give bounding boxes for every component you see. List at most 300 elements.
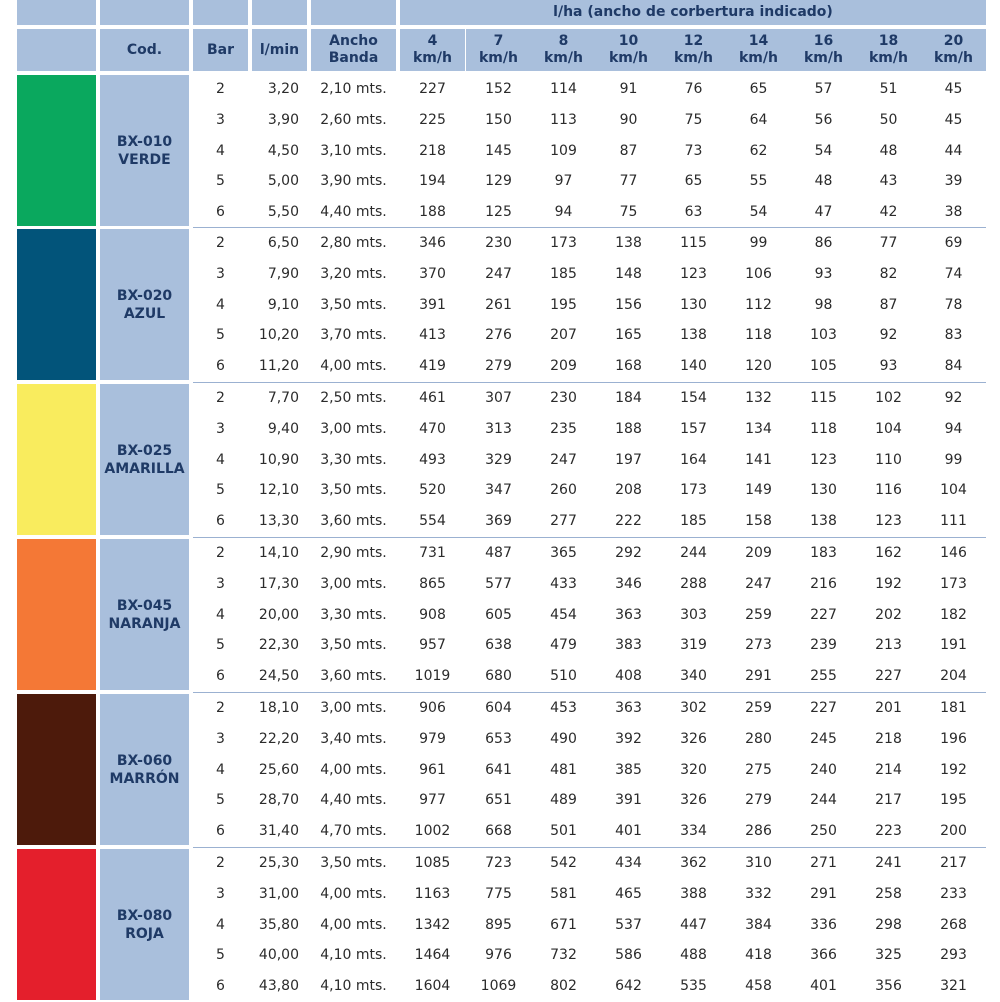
lha-value: 227 <box>810 607 837 623</box>
lha-value: 195 <box>550 297 577 313</box>
lha-value: 336 <box>810 917 837 933</box>
lha-value: 465 <box>615 886 642 902</box>
table-row <box>0 940 1000 971</box>
ancho-value: 3,50 mts. <box>320 637 387 653</box>
lha-value: 94 <box>944 421 963 437</box>
lha-value: 92 <box>879 327 898 343</box>
lha-value: 1342 <box>414 917 451 933</box>
lha-value: 217 <box>940 855 967 871</box>
lha-value: 481 <box>550 762 577 778</box>
bar-value: 5 <box>216 947 225 963</box>
lha-value: 184 <box>615 390 642 406</box>
lha-value: 325 <box>875 947 902 963</box>
lha-value: 130 <box>680 297 707 313</box>
lha-value: 116 <box>875 482 902 498</box>
lha-value: 168 <box>615 358 642 374</box>
header-swatch <box>17 29 96 71</box>
ancho-value: 2,60 mts. <box>320 112 387 128</box>
lha-value: 48 <box>814 173 833 189</box>
lha-value: 62 <box>749 143 768 159</box>
lmin-value: 10,90 <box>258 452 299 468</box>
lha-value: 102 <box>875 390 902 406</box>
lha-value: 173 <box>550 235 577 251</box>
table-row <box>0 166 1000 197</box>
lha-value: 38 <box>944 204 963 220</box>
nozzle-color-name: MARRÓN <box>109 770 180 787</box>
lmin-value: 3,90 <box>267 112 299 128</box>
lha-value: 1019 <box>414 668 451 684</box>
lha-value: 240 <box>810 762 837 778</box>
lha-value: 118 <box>810 421 837 437</box>
nozzle-code-id: BX-045 <box>116 597 173 614</box>
lha-value: 277 <box>550 513 577 529</box>
header-speed-label: 12 km/h <box>674 33 713 66</box>
lha-value: 44 <box>944 143 963 159</box>
lha-value: 346 <box>615 576 642 592</box>
ancho-value: 3,00 mts. <box>320 700 387 716</box>
ancho-value: 3,30 mts. <box>320 452 387 468</box>
ancho-value: 4,70 mts. <box>320 823 387 839</box>
header-speed-label: 14 km/h <box>739 33 778 66</box>
bar-value: 5 <box>216 482 225 498</box>
lha-value: 54 <box>749 204 768 220</box>
table-row <box>0 475 1000 506</box>
lha-value: 537 <box>615 917 642 933</box>
lha-value: 185 <box>680 513 707 529</box>
lha-value: 76 <box>684 81 703 97</box>
lha-value: 173 <box>680 482 707 498</box>
lha-value: 408 <box>615 668 642 684</box>
lha-value: 227 <box>419 81 446 97</box>
lha-value: 957 <box>419 637 446 653</box>
lmin-value: 3,20 <box>267 81 299 97</box>
ancho-value: 3,50 mts. <box>320 855 387 871</box>
lmin-value: 40,00 <box>258 947 299 963</box>
lha-value: 1002 <box>414 823 451 839</box>
lha-value: 365 <box>550 545 577 561</box>
lha-value: 802 <box>550 978 577 994</box>
lha-value: 56 <box>814 112 833 128</box>
lha-value: 510 <box>550 668 577 684</box>
lha-value: 113 <box>550 112 577 128</box>
lha-value: 47 <box>814 204 833 220</box>
nozzle-code-id: BX-010 <box>116 133 173 150</box>
ancho-value: 3,60 mts. <box>320 668 387 684</box>
lha-value: 244 <box>810 792 837 808</box>
lha-value: 388 <box>680 886 707 902</box>
ancho-value: 3,20 mts. <box>320 266 387 282</box>
lha-value: 93 <box>814 266 833 282</box>
lha-value: 258 <box>875 886 902 902</box>
lha-value: 188 <box>419 204 446 220</box>
lha-value: 293 <box>940 947 967 963</box>
table-row <box>0 414 1000 445</box>
lha-value: 209 <box>745 545 772 561</box>
lmin-value: 6,50 <box>267 235 299 251</box>
lha-value: 279 <box>745 792 772 808</box>
table-row <box>0 755 1000 786</box>
bar-value: 6 <box>216 204 225 220</box>
lha-value: 64 <box>749 112 768 128</box>
header-blank-swatch-top <box>17 0 96 25</box>
lha-value: 259 <box>745 700 772 716</box>
lha-value: 401 <box>615 823 642 839</box>
bar-value: 6 <box>216 513 225 529</box>
lha-value: 63 <box>684 204 703 220</box>
table-row <box>0 351 1000 382</box>
lha-value: 104 <box>875 421 902 437</box>
lha-value: 332 <box>745 886 772 902</box>
lha-value: 384 <box>745 917 772 933</box>
lha-value: 489 <box>550 792 577 808</box>
ancho-value: 2,90 mts. <box>320 545 387 561</box>
lha-value: 150 <box>485 112 512 128</box>
lha-value: 77 <box>619 173 638 189</box>
table-row <box>0 816 1000 847</box>
lha-value: 164 <box>680 452 707 468</box>
table-row <box>0 630 1000 661</box>
header-blank-lmin-top <box>252 0 307 25</box>
table-row <box>0 320 1000 351</box>
lha-value: 302 <box>680 700 707 716</box>
lha-value: 115 <box>680 235 707 251</box>
table-row <box>0 197 1000 228</box>
lha-value: 247 <box>485 266 512 282</box>
lha-value: 433 <box>550 576 577 592</box>
ancho-value: 3,10 mts. <box>320 143 387 159</box>
lha-value: 490 <box>550 731 577 747</box>
lha-value: 488 <box>680 947 707 963</box>
lmin-value: 22,20 <box>258 731 299 747</box>
lmin-value: 22,30 <box>258 637 299 653</box>
lha-value: 260 <box>550 482 577 498</box>
lha-value: 310 <box>745 855 772 871</box>
lha-value: 132 <box>745 390 772 406</box>
table-row <box>0 661 1000 692</box>
ancho-value: 3,60 mts. <box>320 513 387 529</box>
bar-value: 2 <box>216 81 225 97</box>
lha-value: 908 <box>419 607 446 623</box>
lha-value: 114 <box>550 81 577 97</box>
lmin-value: 9,40 <box>267 421 299 437</box>
lha-value: 208 <box>615 482 642 498</box>
lha-value: 362 <box>680 855 707 871</box>
lha-value: 191 <box>940 637 967 653</box>
ancho-value: 2,80 mts. <box>320 235 387 251</box>
lha-value: 458 <box>745 978 772 994</box>
lha-value: 347 <box>485 482 512 498</box>
lha-value: 194 <box>419 173 446 189</box>
lha-value: 651 <box>485 792 512 808</box>
lha-value: 42 <box>879 204 898 220</box>
header-blank-bar-top <box>193 0 248 25</box>
lha-value: 461 <box>419 390 446 406</box>
lha-value: 138 <box>810 513 837 529</box>
lha-value: 110 <box>875 452 902 468</box>
lha-value: 418 <box>745 947 772 963</box>
header-lmin-label: l/min <box>259 41 300 58</box>
lmin-value: 17,30 <box>258 576 299 592</box>
lha-value: 447 <box>680 917 707 933</box>
lha-value: 239 <box>810 637 837 653</box>
lha-value: 39 <box>944 173 963 189</box>
lha-value: 479 <box>550 637 577 653</box>
lha-value: 413 <box>419 327 446 343</box>
lha-value: 642 <box>615 978 642 994</box>
lha-value: 146 <box>940 545 967 561</box>
lha-value: 732 <box>550 947 577 963</box>
lha-value: 78 <box>944 297 963 313</box>
ancho-value: 3,00 mts. <box>320 421 387 437</box>
lha-value: 259 <box>745 607 772 623</box>
bar-value: 4 <box>216 917 225 933</box>
lha-value: 98 <box>814 297 833 313</box>
lha-value: 185 <box>550 266 577 282</box>
lha-value: 1464 <box>414 947 451 963</box>
lha-value: 1163 <box>414 886 451 902</box>
lha-value: 214 <box>875 762 902 778</box>
lha-value: 501 <box>550 823 577 839</box>
lha-value: 453 <box>550 700 577 716</box>
lha-value: 204 <box>940 668 967 684</box>
lha-value: 227 <box>875 668 902 684</box>
lha-value: 261 <box>485 297 512 313</box>
lha-value: 363 <box>615 607 642 623</box>
lha-value: 207 <box>550 327 577 343</box>
lha-value: 291 <box>810 886 837 902</box>
lha-value: 535 <box>680 978 707 994</box>
lha-value: 307 <box>485 390 512 406</box>
lha-value: 391 <box>615 792 642 808</box>
lha-value: 152 <box>485 81 512 97</box>
bar-value: 2 <box>216 700 225 716</box>
lha-value: 149 <box>745 482 772 498</box>
bar-value: 3 <box>216 731 225 747</box>
bar-value: 3 <box>216 266 225 282</box>
lha-value: 197 <box>615 452 642 468</box>
ancho-value: 4,00 mts. <box>320 762 387 778</box>
lha-value: 112 <box>745 297 772 313</box>
table-row <box>0 506 1000 537</box>
table-row <box>0 879 1000 910</box>
lmin-value: 25,30 <box>258 855 299 871</box>
lha-value: 671 <box>550 917 577 933</box>
lha-value: 125 <box>485 204 512 220</box>
lha-value: 668 <box>485 823 512 839</box>
lha-value: 57 <box>814 81 833 97</box>
lha-value: 48 <box>879 143 898 159</box>
lmin-value: 31,00 <box>258 886 299 902</box>
lha-value: 154 <box>680 390 707 406</box>
lha-value: 235 <box>550 421 577 437</box>
lha-value: 255 <box>810 668 837 684</box>
lha-value: 247 <box>550 452 577 468</box>
nozzle-code-id: BX-080 <box>116 907 173 924</box>
lha-value: 230 <box>550 390 577 406</box>
table-row <box>0 910 1000 941</box>
lha-value: 105 <box>810 358 837 374</box>
lmin-value: 25,60 <box>258 762 299 778</box>
lha-value: 138 <box>680 327 707 343</box>
lha-value: 157 <box>680 421 707 437</box>
bar-value: 3 <box>216 421 225 437</box>
bar-value: 5 <box>216 637 225 653</box>
ancho-value: 3,50 mts. <box>320 482 387 498</box>
lha-value: 115 <box>810 390 837 406</box>
table-row <box>0 848 1000 879</box>
lha-value: 123 <box>875 513 902 529</box>
lha-value: 217 <box>875 792 902 808</box>
lha-value: 69 <box>944 235 963 251</box>
lha-value: 976 <box>485 947 512 963</box>
lha-value: 201 <box>875 700 902 716</box>
bar-value: 6 <box>216 358 225 374</box>
lha-value: 45 <box>944 81 963 97</box>
table-row <box>0 228 1000 259</box>
lha-value: 298 <box>875 917 902 933</box>
lha-value: 74 <box>944 266 963 282</box>
ancho-value: 4,00 mts. <box>320 358 387 374</box>
bar-value: 4 <box>216 762 225 778</box>
lha-value: 145 <box>485 143 512 159</box>
bar-value: 3 <box>216 576 225 592</box>
header-cod-label: Cod. <box>126 41 163 58</box>
lha-value: 434 <box>615 855 642 871</box>
lha-value: 141 <box>745 452 772 468</box>
ancho-value: 2,10 mts. <box>320 81 387 97</box>
lha-value: 363 <box>615 700 642 716</box>
lha-value: 385 <box>615 762 642 778</box>
lha-value: 83 <box>944 327 963 343</box>
lha-value: 1085 <box>414 855 451 871</box>
bar-value: 6 <box>216 668 225 684</box>
lha-value: 653 <box>485 731 512 747</box>
lmin-value: 7,90 <box>267 266 299 282</box>
lmin-value: 5,00 <box>267 173 299 189</box>
lha-value: 156 <box>615 297 642 313</box>
lha-value: 182 <box>940 607 967 623</box>
lha-value: 75 <box>619 204 638 220</box>
bar-value: 4 <box>216 452 225 468</box>
ancho-value: 4,00 mts. <box>320 886 387 902</box>
lha-value: 454 <box>550 607 577 623</box>
nozzle-color-name: AZUL <box>123 305 166 322</box>
table-row <box>0 136 1000 167</box>
lha-value: 192 <box>940 762 967 778</box>
lha-value: 680 <box>485 668 512 684</box>
lha-value: 91 <box>619 81 638 97</box>
lha-value: 279 <box>485 358 512 374</box>
lha-value: 65 <box>749 81 768 97</box>
lha-value: 129 <box>485 173 512 189</box>
header-speed-label: 7 km/h <box>479 33 518 66</box>
table-row <box>0 600 1000 631</box>
lha-value: 320 <box>680 762 707 778</box>
lha-value: 276 <box>485 327 512 343</box>
header-speed-label: 18 km/h <box>869 33 908 66</box>
header-speed-label: 10 km/h <box>609 33 648 66</box>
lmin-value: 5,50 <box>267 204 299 220</box>
lha-value: 487 <box>485 545 512 561</box>
header-speed-label: 4 km/h <box>413 33 452 66</box>
lha-value: 188 <box>615 421 642 437</box>
lha-value: 202 <box>875 607 902 623</box>
lha-value: 247 <box>745 576 772 592</box>
lha-value: 111 <box>940 513 967 529</box>
ancho-value: 4,00 mts. <box>320 917 387 933</box>
lha-value: 140 <box>680 358 707 374</box>
lha-value: 222 <box>615 513 642 529</box>
table-row <box>0 445 1000 476</box>
bar-value: 6 <box>216 978 225 994</box>
lha-value: 75 <box>684 112 703 128</box>
lha-value: 213 <box>875 637 902 653</box>
lha-value: 775 <box>485 886 512 902</box>
bar-value: 2 <box>216 235 225 251</box>
lha-value: 731 <box>419 545 446 561</box>
lha-value: 865 <box>419 576 446 592</box>
lha-value: 329 <box>485 452 512 468</box>
lha-value: 192 <box>875 576 902 592</box>
lha-value: 288 <box>680 576 707 592</box>
bar-value: 4 <box>216 297 225 313</box>
lha-value: 134 <box>745 421 772 437</box>
lha-value: 419 <box>419 358 446 374</box>
lha-value: 321 <box>940 978 967 994</box>
header-blank-cod-top <box>100 0 189 25</box>
lha-value: 195 <box>940 792 967 808</box>
table-row <box>0 74 1000 105</box>
lha-value: 604 <box>485 700 512 716</box>
bar-value: 5 <box>216 327 225 343</box>
nozzle-color-name: ROJA <box>125 925 164 942</box>
lha-value: 45 <box>944 112 963 128</box>
lha-value: 542 <box>550 855 577 871</box>
bar-value: 6 <box>216 823 225 839</box>
lha-value: 291 <box>745 668 772 684</box>
bar-value: 2 <box>216 390 225 406</box>
lha-value: 334 <box>680 823 707 839</box>
lha-value: 340 <box>680 668 707 684</box>
table-row <box>0 971 1000 1002</box>
lha-value: 326 <box>680 731 707 747</box>
lha-value: 181 <box>940 700 967 716</box>
ancho-value: 3,00 mts. <box>320 576 387 592</box>
lha-value: 55 <box>749 173 768 189</box>
bar-value: 5 <box>216 173 225 189</box>
lha-value: 103 <box>810 327 837 343</box>
ancho-value: 4,40 mts. <box>320 204 387 220</box>
header-ancho-label: Ancho Banda <box>328 33 379 66</box>
lha-value: 120 <box>745 358 772 374</box>
lha-value: 275 <box>745 762 772 778</box>
nozzle-color-name: VERDE <box>118 151 171 168</box>
table-row <box>0 383 1000 414</box>
lha-value: 86 <box>814 235 833 251</box>
lha-value: 65 <box>684 173 703 189</box>
lha-value: 93 <box>879 358 898 374</box>
bar-value: 3 <box>216 112 225 128</box>
lha-value: 244 <box>680 545 707 561</box>
nozzle-code-id: BX-025 <box>116 442 173 459</box>
lmin-value: 12,10 <box>258 482 299 498</box>
lha-value: 165 <box>615 327 642 343</box>
lha-value: 493 <box>419 452 446 468</box>
lha-value: 90 <box>619 112 638 128</box>
lha-value: 286 <box>745 823 772 839</box>
ancho-value: 2,50 mts. <box>320 390 387 406</box>
lha-value: 401 <box>810 978 837 994</box>
